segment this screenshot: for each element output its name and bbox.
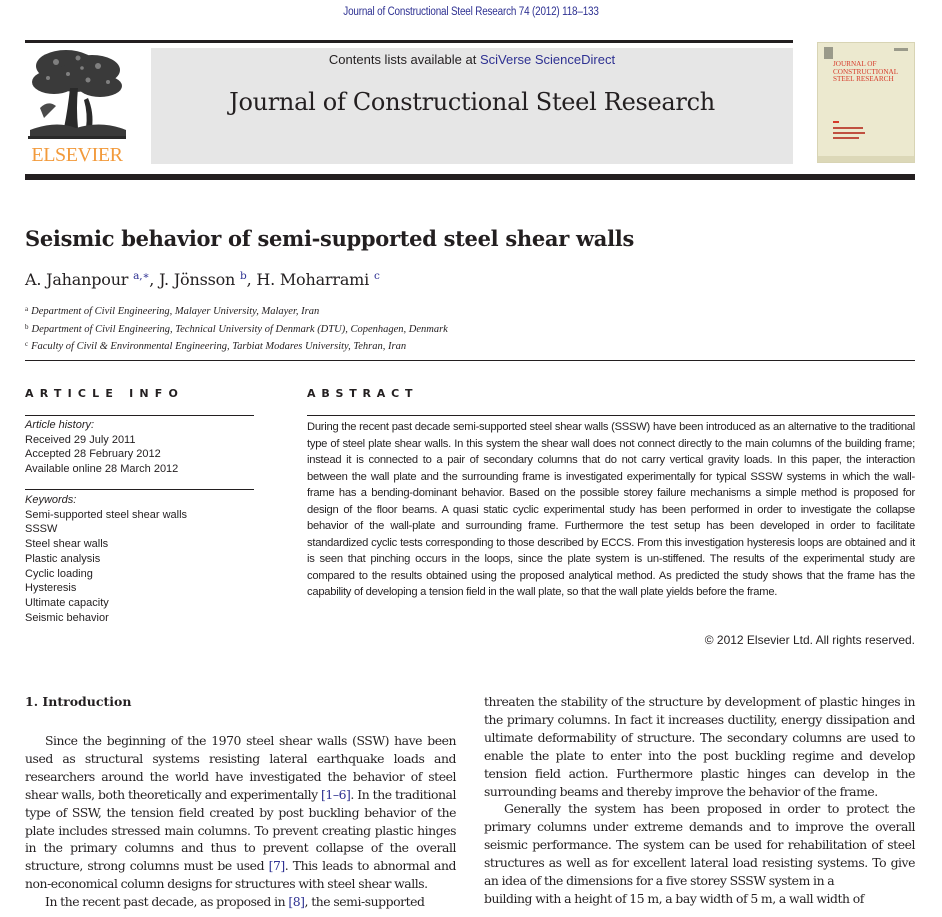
tree-of-knowledge-icon	[26, 48, 128, 142]
author-name[interactable]: J. Jönsson	[159, 270, 236, 289]
body-paragraph	[25, 732, 456, 893]
article-history-label: Article history:	[25, 419, 95, 431]
citation-link[interactable]: [7]	[268, 858, 285, 874]
affiliation-text: Department of Civil Engineering, Malayer University, Malayer, Iran	[31, 306, 320, 317]
running-head[interactable]: Journal of Constructional Steel Research 74 (2012) 118–133	[343, 6, 599, 18]
citation-link[interactable]: [8]	[288, 894, 305, 910]
affiliation-divider	[25, 360, 915, 361]
author-affiliation-marker[interactable]: c	[373, 270, 380, 282]
abstract-divider	[307, 415, 915, 416]
keywords-divider	[25, 489, 254, 490]
affiliation-item	[25, 302, 448, 320]
keyword-item: Cyclic loading	[25, 567, 93, 580]
affiliation-text: Faculty of Civil & Environmental Engineering, Tarbiat Modares University, Tehran, Iran	[31, 341, 407, 353]
journal-cover-thumbnail[interactable]	[817, 42, 915, 163]
cover-editor-mark	[833, 121, 839, 123]
journal-title: Journal of Constructional Steel Research	[229, 88, 715, 116]
body-text: . This leads to abnormal and non-economical column designs for structures with steel shear walls.	[25, 858, 456, 892]
keyword-item: Steel shear walls	[25, 538, 109, 551]
citation-link[interactable]: [1–6]	[321, 786, 351, 802]
article-info-divider	[25, 415, 254, 416]
affiliation-item	[25, 320, 448, 338]
affiliation-list	[25, 302, 448, 355]
body-column-left	[25, 732, 456, 911]
author-name[interactable]: H. Moharrami	[256, 270, 370, 289]
body-text: In the recent past decade, as proposed in	[45, 894, 289, 910]
cover-issn-mark	[894, 48, 908, 51]
body-paragraph	[25, 893, 456, 911]
cover-publisher-logo-icon	[824, 47, 833, 59]
affiliation-marker: a	[25, 305, 29, 313]
header-bottom-rule	[25, 174, 915, 180]
journal-banner	[151, 48, 793, 164]
affiliation-text: Department of Civil Engineering, Technical University of Denmark (DTU), Copenhagen, Denmark	[31, 323, 448, 335]
introduction-heading: 1. Introduction	[25, 694, 132, 709]
copyright-notice: © 2012 Elsevier Ltd. All rights reserved.	[704, 633, 915, 647]
keywords-label: Keywords:	[25, 494, 77, 506]
body-column-right	[484, 693, 915, 908]
cover-footer-band	[818, 156, 914, 162]
body-paragraph: threaten the stability of the structure by development of plastic hinges in the primary columns. In fact it increases ductility, energy dissipation and ultimate deformability of structure. The secondary columns are used to enable the plate to enter into the post buckling regime and develop tension field action. Furthermore plastic hinges can develop in the surrounding beams and thereby improve the behavior of the frame.	[484, 694, 915, 799]
history-received: Received 29 July 2011	[25, 433, 136, 446]
affiliation-item	[25, 337, 448, 355]
body-text: Since the beginning of the 1970 steel shear walls (SSW) have been used as structural systems resisting lateral earthquake loads and researchers around the world have investigated the behavior of steel shear walls, both theoretically and experimentally	[25, 733, 456, 802]
body-paragraph: building with a height of 15 m, a bay width of 5 m, a wall width of	[484, 890, 864, 906]
author-affiliation-marker[interactable]: a,∗	[133, 270, 150, 282]
keyword-item: Plastic analysis	[25, 552, 101, 565]
affiliation-marker: b	[25, 322, 29, 331]
author-list: A. Jahanpour $^{a,∗}$, J. Jönsson $^b$, H. Moharrami $^c$	[25, 270, 380, 289]
body-paragraph: Generally the system has been proposed in order to protect the primary columns under extreme demands and to improve the overall seismic performance. The system can be used for rehabilitation of steel structures as well as for excellent lateral load resisting systems. To give an idea of the dimensions for a five storey SSSW system in a	[484, 801, 915, 889]
affiliation-marker: c	[25, 340, 29, 349]
article-title: Seismic behavior of semi-supported steel shear walls	[25, 226, 634, 251]
keyword-item: Seismic behavior	[25, 611, 109, 624]
article-info-heading: ARTICLE INFO	[25, 387, 185, 400]
publisher-wordmark: ELSEVIER	[31, 144, 123, 166]
abstract-text: During the recent past decade semi-supported steel shear walls (SSSW) have been introduced as an alternative to the traditional type of steel plate shear walls. In this system the shear wall does not connect directly to the main columns of the building frame; instead it is connected to a pair of secondary columns that do not carry vertical gravity loads. In this paper, the interaction between the wall plate and the surrounding frame is investigated experimentally for typical SSSW systems in which the wall-frame has a bending-dominant behavior. Based on the possible storey failure mechanisms a simple method is proposed for design of the floor beams. A quasi static cyclic experimental study has been performed in order to investigate the collapse behavior of the wall-plate and surrounding frame. Furthermore the test setup has been developed in order to facilitate standardized cyclic tests corresponding to those described by ECCS. From this investigation hysteresis loops are obtained and it is seen that pinching occurs in the loops, since the plate system is un-stiffened. The results of the experimental study are compared to the results obtained using the proposed analytical method. As predicted the study shows that the frame has the capability of developing a tension field in the wall plate, so that the wall plate yields before the frame.	[307, 421, 915, 598]
keyword-list	[25, 493, 187, 625]
cover-title-line: JOURNAL OF	[833, 60, 877, 68]
keyword-item: Hysteresis	[25, 582, 77, 595]
keyword-item: Semi-supported steel shear walls	[25, 508, 188, 521]
body-text: . In the traditional type of SSW, the tension field created by post buckling behavior of the plate includes stressed main columns. To prevent creating plastic hinges in the primary columns and thus to prevent collapse of the overall structure, strong columns must be used	[25, 786, 456, 874]
history-online: Available online 28 March 2012	[25, 463, 179, 476]
article-history	[25, 418, 178, 477]
sciencedirect-link[interactable]: SciVerse ScienceDirect	[479, 52, 616, 67]
header-top-rule	[25, 40, 793, 43]
elsevier-logo	[26, 48, 128, 166]
contents-prefix: Contents lists available at	[328, 52, 477, 67]
cover-title-line: CONSTRUCTIONAL	[833, 67, 899, 76]
contents-line	[151, 52, 793, 67]
author-name[interactable]: A. Jahanpour	[25, 270, 129, 289]
keyword-item: Ultimate capacity	[25, 596, 109, 609]
keyword-item: SSSW	[25, 523, 58, 536]
body-text: , the semi-supported	[304, 894, 425, 910]
history-accepted: Accepted 28 February 2012	[25, 448, 161, 461]
author-affiliation-marker[interactable]: b	[240, 270, 247, 282]
cover-title	[833, 61, 915, 84]
cover-title-line: STEEL RESEARCH	[833, 75, 894, 84]
abstract-heading: ABSTRACT	[307, 387, 419, 400]
cover-editor-names	[833, 127, 865, 139]
